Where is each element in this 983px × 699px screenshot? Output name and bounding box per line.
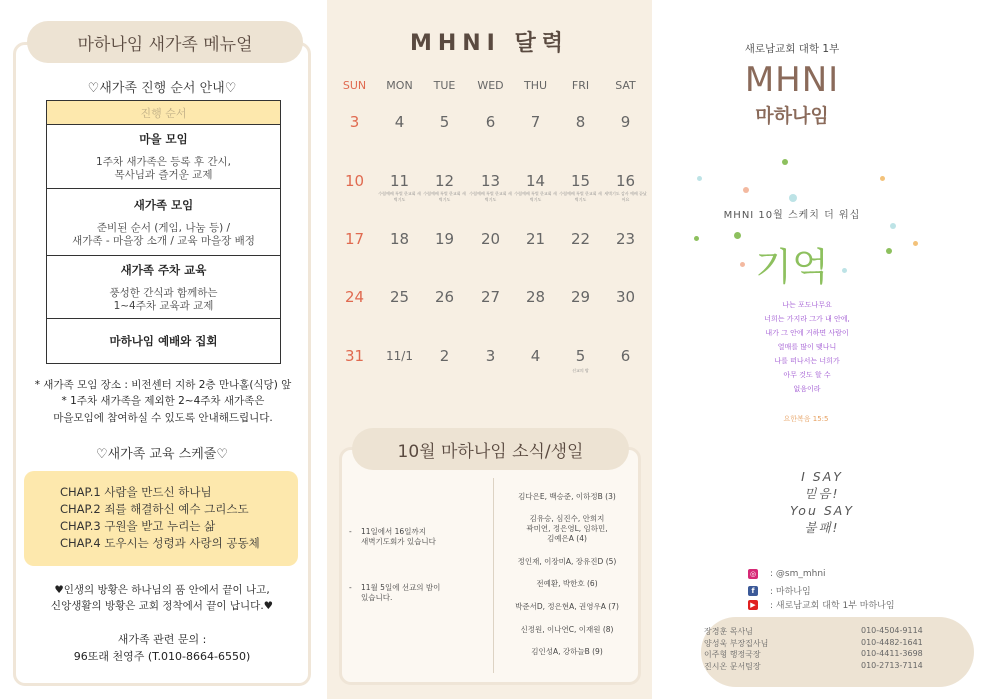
staff-name: 양성욱 부장집사님: [704, 638, 769, 648]
staff-row: [701, 638, 974, 650]
birthday-line: 김다은E, 백승준, 이하정B (3): [518, 492, 616, 501]
calendar-note: 수렴예배 특별 한교회 새벽기도: [514, 191, 557, 202]
calendar-day: 7: [530, 113, 541, 131]
social-instagram[interactable]: [748, 569, 948, 579]
slogan-line: You SAY: [790, 503, 854, 518]
schedule-title: ♡새가족 교육 스케줄♡: [95, 447, 229, 462]
social-facebook[interactable]: [748, 584, 948, 597]
social-handle: : @sm_mhni: [770, 569, 826, 579]
schedule-item: CHAP.2 죄를 해결하신 예수 그리스도: [60, 502, 249, 516]
notice-line: * 1주차 새가족을 제외한 2~4주차 새가족은: [61, 395, 265, 407]
slogan-line: 불패!: [804, 520, 840, 535]
news-divider: [493, 478, 494, 673]
news-item: [349, 527, 486, 547]
calendar-day: 20: [480, 230, 501, 248]
verse-line: 너희는 가지라 그가 내 안에,: [764, 315, 850, 323]
slogan: [762, 468, 882, 536]
news-line: 11월 5일에 선교의 밤이: [361, 583, 441, 592]
step-desc-line: 1주차 새가족은 등록 후 간시,: [96, 156, 231, 168]
calendar-day: 11: [389, 172, 410, 190]
calendar-day: 23: [615, 230, 636, 248]
calendar-day: 31: [344, 347, 365, 365]
quote: [13, 582, 311, 614]
birthday-line: 김인성A, 강하늘B (9): [531, 647, 603, 656]
worship-title: MHNI 10월 스케치 더 워십: [723, 210, 861, 221]
verse-line: 내가 그 안에 거하면 사람이: [765, 329, 849, 337]
step-desc: [109, 287, 217, 313]
social-youtube[interactable]: [748, 598, 948, 611]
verse-line: 없음이라: [793, 385, 821, 393]
calendar-day: 26: [434, 288, 455, 306]
schedule-item: CHAP.3 구원을 받고 누리는 삶: [60, 519, 216, 533]
day-of-week-label: WED: [477, 79, 504, 92]
calendar-day: 9: [620, 113, 631, 131]
staff-row: [701, 649, 974, 661]
verse-line: 나를 떠나서는 너희가: [774, 357, 840, 365]
schedule-item: CHAP.1 사람을 만드신 하나님: [60, 485, 212, 499]
verse-line: 열매를 많이 맺나니: [777, 343, 837, 351]
calendar-day: 10: [344, 172, 365, 190]
birthday-line: 전예환, 박한호 (6): [536, 579, 598, 588]
news-line: 새벽기도회가 있습니다: [361, 537, 436, 546]
news-line: 11일에서 16일까지: [361, 527, 426, 536]
brand-logo: MHNI: [744, 60, 840, 100]
confetti-dot: [782, 159, 788, 165]
calendar-day: 2: [439, 347, 450, 365]
calendar-day: 16: [615, 172, 636, 190]
news-bullet: -: [349, 527, 352, 536]
manual-title: 마하나임 새가족 메뉴얼: [27, 21, 303, 63]
procedure-title: ♡새가족 진행 순서 안내♡: [87, 81, 237, 96]
calendar-note: 수렴예배 특별 한교회 새벽기도: [423, 191, 466, 202]
step-desc-line: 1~4주차 교육과 교제: [113, 299, 214, 312]
step-name: 마을 모임: [139, 132, 188, 146]
confetti-dot: [743, 187, 749, 193]
calendar-note: 수렴예배 특별 한교회 새벽기도: [378, 191, 421, 202]
calendar-day: 3: [485, 347, 496, 365]
staff-phone: 010-4482-1641: [861, 637, 923, 647]
meeting-place-notice: * 새가족 모임 장소 : 비전센터 지하 2층 만나홀(식당) 앞: [34, 379, 292, 391]
verse-reference: 요한복음 15:5: [783, 415, 829, 423]
staff-name: 장경훈 목사님: [704, 627, 753, 636]
calendar-day: 15: [570, 172, 591, 190]
calendar-day: 13: [480, 172, 501, 190]
staff-name: 진시온 문서팀장: [704, 661, 761, 671]
calendar-title: MHNI 달력: [409, 31, 570, 56]
calendar-note: 선교의 밤: [572, 368, 589, 373]
day-of-week-label: THU: [523, 79, 548, 92]
calendar-note: 수렴예배 특별 한교회 새벽기도: [469, 191, 512, 202]
procedure-table: [46, 100, 281, 364]
calendar-day: 24: [344, 288, 365, 306]
calendar-day: 30: [615, 288, 636, 306]
birthday-line: 김유승, 심진수, 안희지: [529, 514, 605, 523]
calendar-day: 28: [525, 288, 546, 306]
calendar-day: 27: [480, 288, 501, 306]
day-of-week-label: SUN: [342, 79, 367, 92]
bible-verse: [747, 298, 867, 396]
table-row: [47, 256, 280, 319]
staff-row: [701, 661, 974, 673]
contact-phone: 96또래 천영주 (T.010-8664-6550): [73, 650, 251, 663]
calendar-note: 수렴예배 특별 한교회 새벽기도: [559, 191, 602, 202]
slogan-line: I SAY: [801, 469, 843, 484]
day-of-week-label: SAT: [615, 79, 636, 92]
birthday-line: 김예은A (4): [547, 534, 587, 543]
facebook-icon: f: [748, 586, 758, 596]
calendar-day: 6: [620, 347, 631, 365]
news-line: 있습니다.: [361, 593, 393, 602]
quote-line: 신앙생활의 방황은 교회 정착에서 끝이 납니다.♥: [50, 600, 274, 612]
step-desc-line: 목사님과 즐거운 교제: [114, 169, 213, 181]
step-desc: [96, 156, 231, 182]
verse-line: 나는 포도나무요: [782, 301, 832, 309]
step-name: 새가족 주차 교육: [120, 262, 207, 277]
schedule-box: [24, 471, 298, 566]
table-row: [47, 319, 280, 363]
table-row: [47, 189, 280, 256]
staff-row: [701, 626, 974, 638]
calendar-day: 29: [570, 288, 591, 306]
calendar-day: 3: [349, 113, 360, 131]
step-desc-line: 풍성한 간식과 함께하는: [109, 286, 218, 299]
calendar-note: 새벽기도 감사 예배 끝났어요: [604, 191, 647, 202]
calendar-day: 6: [485, 113, 496, 131]
news-bullet: -: [349, 583, 352, 592]
confetti-dot: [880, 176, 885, 181]
youtube-icon: ▶: [748, 600, 758, 610]
staff-name: 이주형 행정국장: [704, 650, 761, 659]
calendar-day: 25: [389, 288, 410, 306]
social-handle: : 새로남교회 대학 1부 마하나임: [770, 601, 895, 611]
calendar-day: 11/1: [386, 349, 413, 363]
calendar-panel: [327, 0, 652, 699]
day-of-week-label: FRI: [571, 79, 590, 92]
social-handle: : 마하나임: [770, 587, 811, 597]
staff-phone: 010-4504-9114: [861, 626, 923, 635]
calendar-day: 21: [525, 230, 546, 248]
step-desc: [72, 222, 255, 248]
instagram-icon: ◎: [749, 570, 757, 578]
calendar-day: 8: [575, 113, 586, 131]
birthday-line: 박준서D, 정은현A, 권영우A (7): [515, 602, 619, 611]
contact-info: [13, 631, 311, 665]
cover-panel: [652, 0, 983, 699]
memory-title: 기억: [755, 245, 829, 289]
slogan-line: 믿음!: [804, 486, 840, 501]
table-row: [47, 125, 280, 189]
church-name: 새로남교회 대학 1부: [744, 43, 840, 55]
step-name: 마하나임 예배와 집회: [109, 334, 218, 348]
day-of-week-label: MON: [386, 79, 413, 92]
calendar-day: 18: [389, 230, 410, 248]
contact-label: 새가족 관련 문의 :: [117, 633, 207, 646]
verse-line: 아무 것도 할 수: [783, 371, 831, 379]
confetti-dot: [697, 176, 702, 181]
calendar-day: 12: [434, 172, 455, 190]
calendar-day: 17: [344, 230, 365, 248]
calendar-day: 4: [530, 347, 541, 365]
calendar-day: 4: [394, 113, 405, 131]
new-family-manual-panel: [0, 0, 327, 699]
notice-line: 마을모임에 참여하실 수 있도록 안내해드립니다.: [53, 412, 273, 424]
staff-contacts: [701, 617, 974, 687]
calendar-day: 19: [434, 230, 455, 248]
quote-line: ♥인생의 방황은 하나님의 품 안에서 끝이 나고,: [54, 584, 270, 596]
birthday-line: 정인재, 이장미A, 장유진D (5): [517, 557, 617, 566]
step-name: 새가족 모임: [133, 197, 194, 212]
calendar-day: 5: [439, 113, 450, 131]
staff-phone: 010-2713-7114: [861, 660, 923, 670]
calendar-day: 14: [525, 172, 546, 190]
brand-korean: 마하나임: [755, 105, 829, 127]
birthday-line: 곽미연, 정은영L, 임하민,: [526, 524, 608, 533]
calendar-day: 22: [570, 230, 591, 248]
step-desc-line: 준비된 순서 (게임, 나눔 등) /: [96, 221, 231, 234]
birthday-line: 신정원, 이나연C, 이재원 (8): [520, 625, 614, 634]
news-title: 10월 마하나임 소식/생일: [352, 428, 629, 470]
confetti-dot: [890, 223, 896, 229]
day-of-week-label: TUE: [433, 79, 456, 92]
staff-phone: 010-4411-3698: [861, 649, 923, 658]
table-header: 진행 순서: [47, 101, 280, 125]
news-item: [349, 583, 486, 603]
schedule-item: CHAP.4 도우시는 성령과 사랑의 공동체: [60, 536, 260, 550]
step-desc-line: 새가족 - 마을장 소개 / 교육 마을장 배정: [72, 234, 255, 247]
confetti-dot: [789, 194, 797, 202]
calendar-day: 5: [575, 347, 586, 365]
